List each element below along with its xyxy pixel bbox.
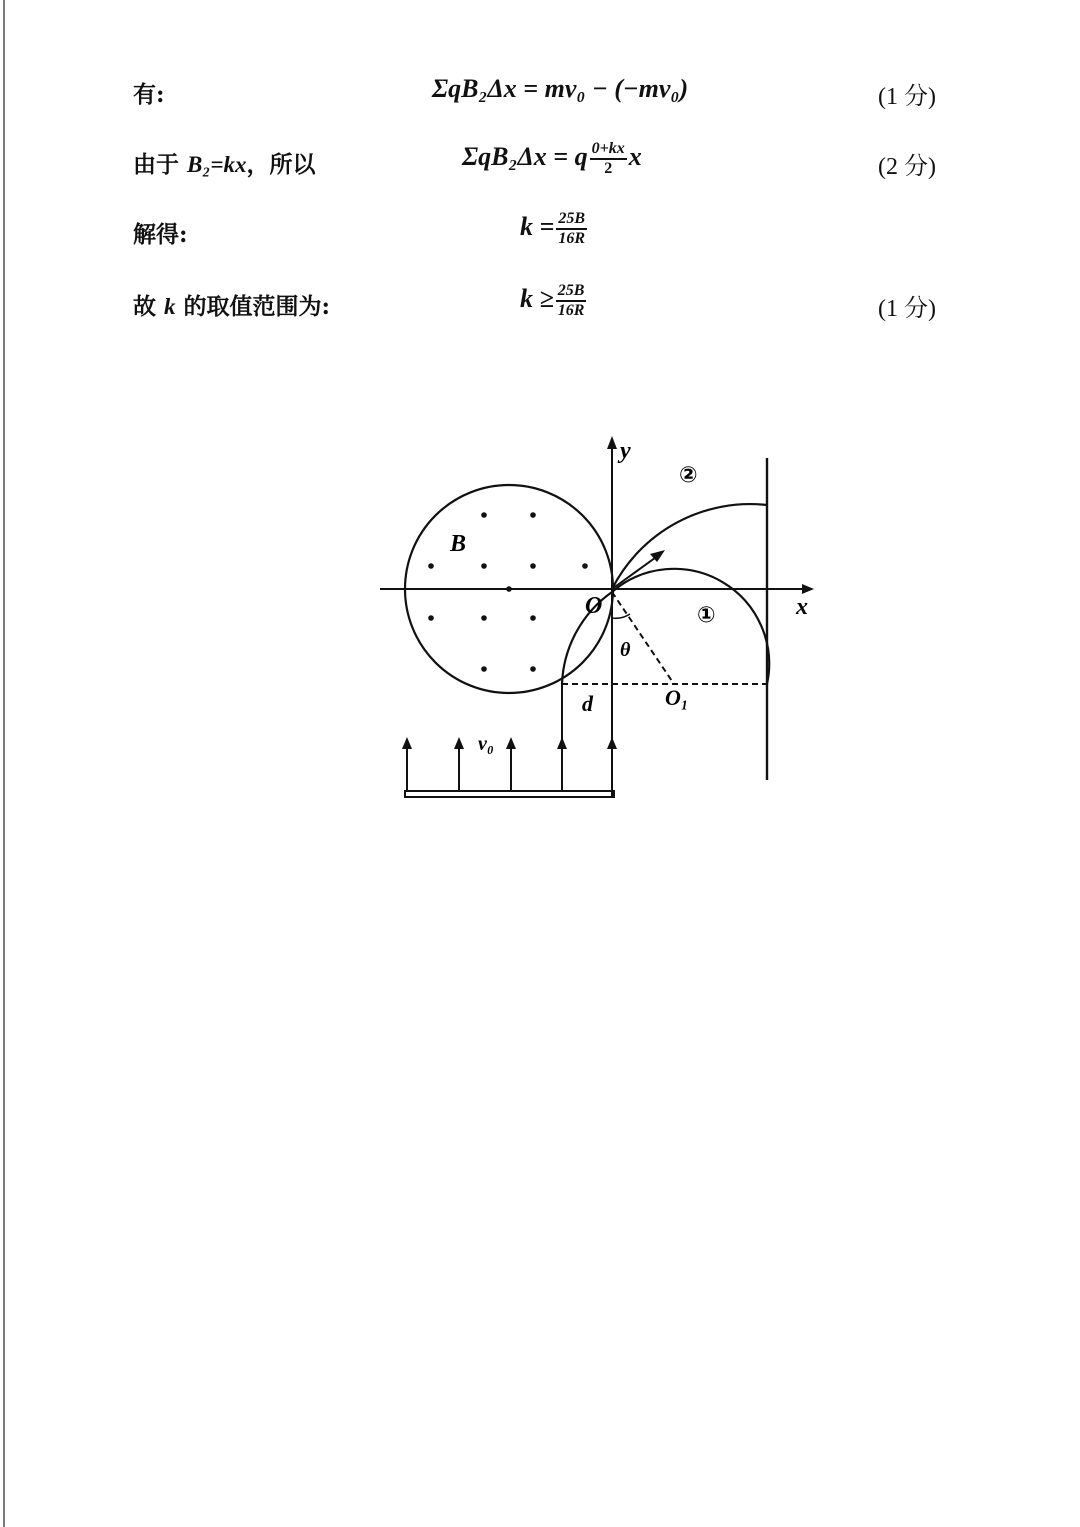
k-result-equation xyxy=(520,210,589,248)
angle-label-theta: θ xyxy=(620,639,631,661)
x-axis-arrow xyxy=(802,584,814,594)
label-text: ，所以 xyxy=(246,151,316,178)
fraction-denominator: 2 xyxy=(604,160,613,177)
beam-arrowhead xyxy=(607,737,617,749)
equation-lhs: k = xyxy=(520,211,555,241)
trajectory-2-label: ② xyxy=(679,463,698,488)
equation-rhs: x xyxy=(628,141,642,171)
line-label: 有: xyxy=(133,81,165,108)
field-dot xyxy=(428,563,434,569)
fraction xyxy=(556,210,587,248)
magnetic-field-trajectory-diagram xyxy=(370,430,840,830)
beam-arrowhead xyxy=(402,737,412,749)
solution-line-2 xyxy=(0,132,1080,192)
score-points: (1 分) xyxy=(878,84,936,110)
particle-source-plate xyxy=(405,791,614,797)
theta-angle-arc xyxy=(612,614,630,618)
y-axis-label: y xyxy=(620,438,631,464)
field-dot xyxy=(530,666,536,672)
field-dot xyxy=(481,615,487,621)
line-label xyxy=(133,288,330,321)
center-label-O1: O₁ xyxy=(665,685,689,710)
beam-arrowhead xyxy=(557,737,567,749)
fraction xyxy=(556,282,587,320)
label-text: 故 xyxy=(133,293,165,320)
impulse-equation xyxy=(462,140,642,178)
field-dot xyxy=(582,563,588,569)
solution-line-3 xyxy=(0,202,1080,262)
label-text: 的取值范围为: xyxy=(175,293,331,320)
trajectory-1-label: ① xyxy=(697,603,716,628)
fraction-denominator: 16R xyxy=(557,302,585,319)
label-text: 由于 xyxy=(133,151,188,178)
line-label xyxy=(133,146,315,179)
label-variable: B₂=kx xyxy=(187,152,247,177)
velocity-label-v0: v₀ xyxy=(478,733,494,755)
equation-lhs: k ≥ xyxy=(520,283,554,313)
distance-label-d: d xyxy=(582,691,593,716)
fraction-numerator: 25B xyxy=(556,210,587,230)
field-dot xyxy=(481,563,487,569)
solution-line-4 xyxy=(0,274,1080,334)
score-points: (1 分) xyxy=(878,296,936,322)
y-axis-arrow xyxy=(607,436,617,449)
field-dot xyxy=(481,512,487,518)
momentum-equation: ΣqB₂Δx = mv₀ − (−mv₀) xyxy=(432,74,689,103)
field-dot xyxy=(530,512,536,518)
equation-lhs: ΣqB₂Δx = q xyxy=(462,141,588,171)
beam-arrowhead xyxy=(454,737,464,749)
field-dot xyxy=(530,615,536,621)
beam-arrowhead xyxy=(506,737,516,749)
origin-label: O xyxy=(585,593,603,619)
field-dot xyxy=(481,666,487,672)
k-range-equation xyxy=(520,282,588,320)
field-dot xyxy=(506,586,512,592)
fraction-denominator: 16R xyxy=(558,230,585,247)
score-points: (2 分) xyxy=(878,154,936,180)
beam-arrowheads xyxy=(402,737,617,749)
fraction-numerator: 0+kx xyxy=(590,140,627,160)
label-variable: k xyxy=(164,294,176,319)
field-dot xyxy=(428,615,434,621)
fraction-numerator: 25B xyxy=(556,282,587,302)
solution-line-1 xyxy=(0,62,1080,122)
radius-dashed-line xyxy=(612,592,674,684)
field-label-B: B xyxy=(450,531,467,557)
x-axis-label: x xyxy=(796,594,808,620)
line-label: 解得: xyxy=(133,221,188,248)
fraction xyxy=(590,140,627,178)
field-dot xyxy=(530,563,536,569)
